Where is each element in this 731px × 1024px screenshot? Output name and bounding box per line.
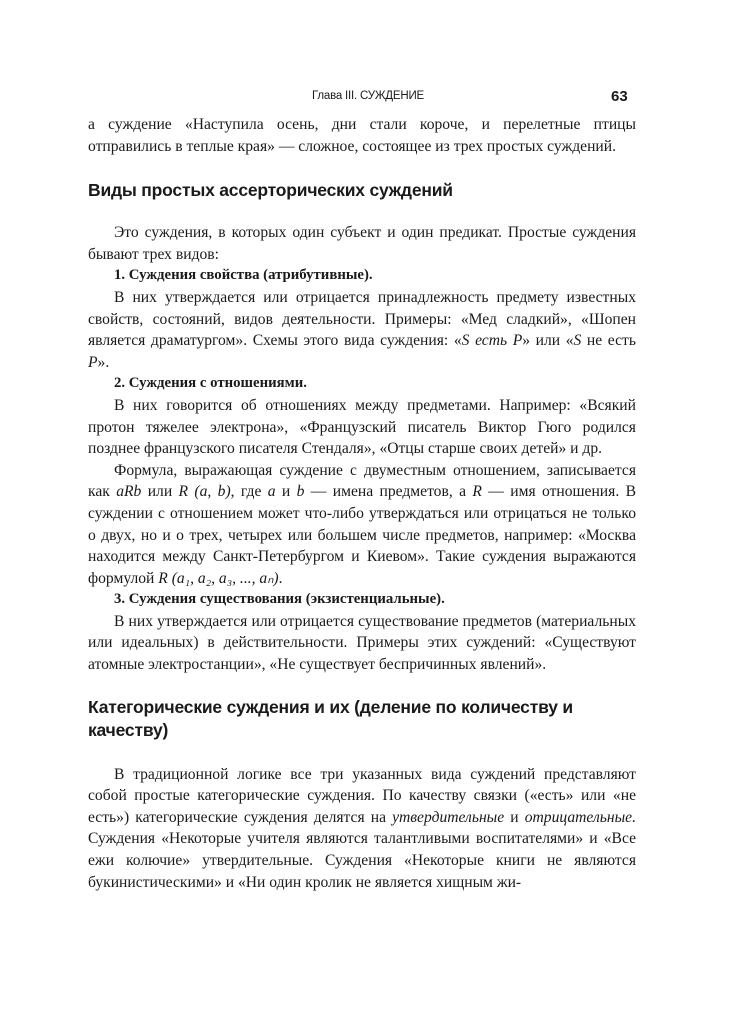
subheading-attributive: 1. Суждения свойства (атрибутивные). [114,267,373,284]
paragraph-categorical: В традиционной логике все три указанных вида суждений представляют собой простые категорические суждения. По качеству связки («есть» или «не есть») категорические суждения делятся на утвердительные и отрицательные. Суждения «Некоторые учителя являются талантливыми воспитателями» и «Все ежи колючие» утвердительные. Суждения «Некоторые книги не являются букинистическими» и «Ни один кролик не является хищным жи- [88,765,636,891]
term-negative: отрицательные. [524,808,636,826]
paragraph-existential: В них утверждается или отрицается существование предметов (материальных или идеальных) в действительности. Примеры этих суждений: «Существуют атомные электростанции», «Не существует беспричинных явлений». [88,612,636,674]
term-affirmative: утвердительные [392,808,505,826]
page-number: 63 [611,88,628,105]
running-title: Глава III. СУЖДЕНИЕ [312,90,424,102]
section-heading-categorical: Категорические суждения и их (деление по количеству и качеству) [88,696,573,740]
page-header [0,88,731,108]
subheading-relations: 2. Суждения с отношениями. [114,375,307,392]
paragraph-attributive: В них утверждается или отрицается принадлежность предмету известных свойств, состояний, видов деятельности. Примеры: «Мед сладкий», «Шопен является драматургом». Схемы этого вида суждения: «S есть P» или «S не есть P». [88,288,636,371]
formula-r-n-place: R (a₁, a₂, a₃, ..., aₙ) [158,569,279,587]
paragraph-relations-formula: Формула, выражающая суждение с двуместным отношением, записывается как aRb или R (a, b), где a и b — имена предметов, а R — имя отношения. В суждении с отношением может что-либо утверждаться или отрицаться не только о двух, но и о трех, четырех или большем числе предметов, например: «Москва находится между Санкт-Петербургом и Киевом». Такие суждения выражаются формулой R (a₁, a₂, a₃, ..., aₙ). [88,461,636,587]
formula-r-ab: R (a, b) [178,483,231,501]
paragraph-intro: а суждение «Наступила осень, дни стали короче, и перелетные птицы отправились в теплые края» — сложное, состоящее из трех простых суждений. [88,116,636,155]
paragraph-simple-intro: Это суждения, в которых один субъект и один предикат. Простые суждения бывают трех видов: [88,224,636,263]
formula-arb: aRb [116,483,142,501]
section-heading-simple-judgments: Виды простых ассерторических суждений [88,180,453,201]
paragraph-relations-examples: В них говорится об отношениях между предметами. Например: «Всякий протон тяжелее электрона», «Французский писатель Виктор Гюго родился позднее французского писателя Стендаля», «Отцы старше своих детей» и др. [88,396,636,458]
subheading-existential: 3. Суждения существования (экзистенциальные). [114,591,445,608]
formula-s-is-p: S есть P [461,332,523,350]
page-body [88,114,636,893]
